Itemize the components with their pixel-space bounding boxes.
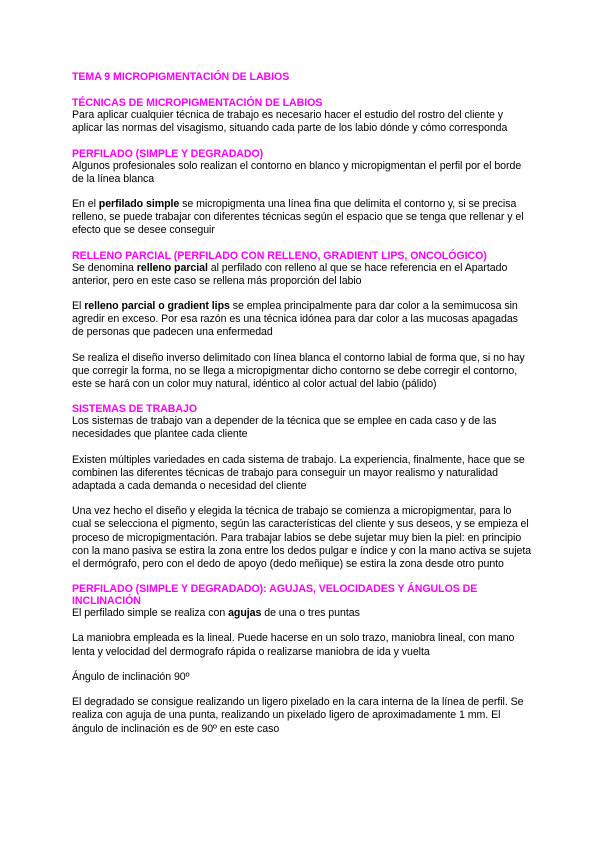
heading-relleno-parcial: RELLENO PARCIAL (PERFILADO CON RELLENO, GRADIENT LIPS, ONCOLÓGICO) [72,249,487,262]
paragraph: En el perfilado simple se micropigmenta una línea fina que delimita el contorno y, si se precisa relleno, se puede trabajar con diferentes técnicas según el espacio que se tenga que rellenar y el efecto que se desee conseguir [72,198,524,237]
paragraph: Algunos profesionales solo realizan el contorno en blanco y micropigmentan el perfil por el borde de la línea blanca [72,159,522,185]
paragraph: El relleno parcial o gradient lips se emplea principalmente para dar color a la semimucosa sin agredir en exceso. Por esa razón es una técnica idónea para dar color a las mucosas apagadas de personas que padecen una enfermedad [72,300,518,339]
paragraph: Los sistemas de trabajo van a depender de la técnica que se emplee en cada caso y de las necesidades que plantee cada cliente [72,415,497,441]
page-title: TEMA 9 MICROPIGMENTACIÓN DE LABIOS [72,71,290,83]
heading-agujas-velocidades: PERFILADO (SIMPLE Y DEGRADADO): AGUJAS, VELOCIDADES Y ÁNGULOS DE INCLINACIÓN [72,583,478,608]
bold-term: relleno parcial [136,261,208,274]
paragraph: El degradado se consigue realizando un ligero pixelado en la cara interna de la línea de perfil. Se realiza con aguja de una punta, realizando un pixelado ligero de aproximadamente 1 mm. El ángulo de inclinación es de 90º en este caso [72,696,524,735]
paragraph: Se realiza el diseño inverso delimitado con línea blanca el contorno labial de forma que, si no hay que corregir la forma, no se llega a micropigmentar dicho contorno se debe corregir el contorno, este se hará con un color muy natural, idéntico al color actual del labio (pálido) [72,351,525,391]
bold-term: perfilado simple [98,198,180,211]
heading-tecnicas: TÉCNICAS DE MICROPIGMENTACIÓN DE LABIOS [72,97,323,110]
document-body [72,71,532,748]
paragraph: Existen múltiples variedades en cada sistema de trabajo. La experiencia, finalmente, hace que se combinen las diferentes técnicas de trabajo para conseguir un mayor realismo y naturalidad adaptada a cada demanda o necesidad del cliente [72,453,525,493]
paragraph: La maniobra empleada es la lineal. Puede hacerse en un solo trazo, maniobra lineal, con mano lenta y velocidad del dermografo rápida o realizarse maniobra de ida y vuelta [72,632,515,658]
bold-term: relleno parcial o gradient lips [84,300,230,313]
paragraph: Una vez hecho el diseño y elegida la técnica de trabajo se comienza a micropigmentar, para lo cual se selecciona el pigmento, según las características del cliente y sus deseos, y se empieza el proceso de micropigmentación. Para trabajar labios se debe sujetar muy bien la piel: en principio con la mano pasiva se estira la zona entre los dedos pulgar e índice y con la mano activa se sujeta el dermógrafo, pero con el dedo de apoyo (dedo meñique) se estira la zona desde otro punto [72,505,532,571]
paragraph: Ángulo de inclinación 90º [72,670,190,683]
bold-term: agujas [228,607,262,620]
paragraph: El perfilado simple se realiza con agujas de una o tres puntas [72,607,360,620]
heading-sistemas-trabajo: SISTEMAS DE TRABAJO [72,403,198,416]
paragraph: Se denomina relleno parcial al perfilado con relleno al que se hace referencia en el Apartado anterior, pero en este caso se rellena más proporción del labio [72,261,508,287]
heading-perfilado: PERFILADO (SIMPLE Y DEGRADADO) [72,147,264,160]
paragraph: Para aplicar cualquier técnica de trabajo es necesario hacer el estudio del rostro del cliente y aplicar las normas del visagismo, situando cada parte de los labio dónde y cómo corresponda [72,109,508,135]
